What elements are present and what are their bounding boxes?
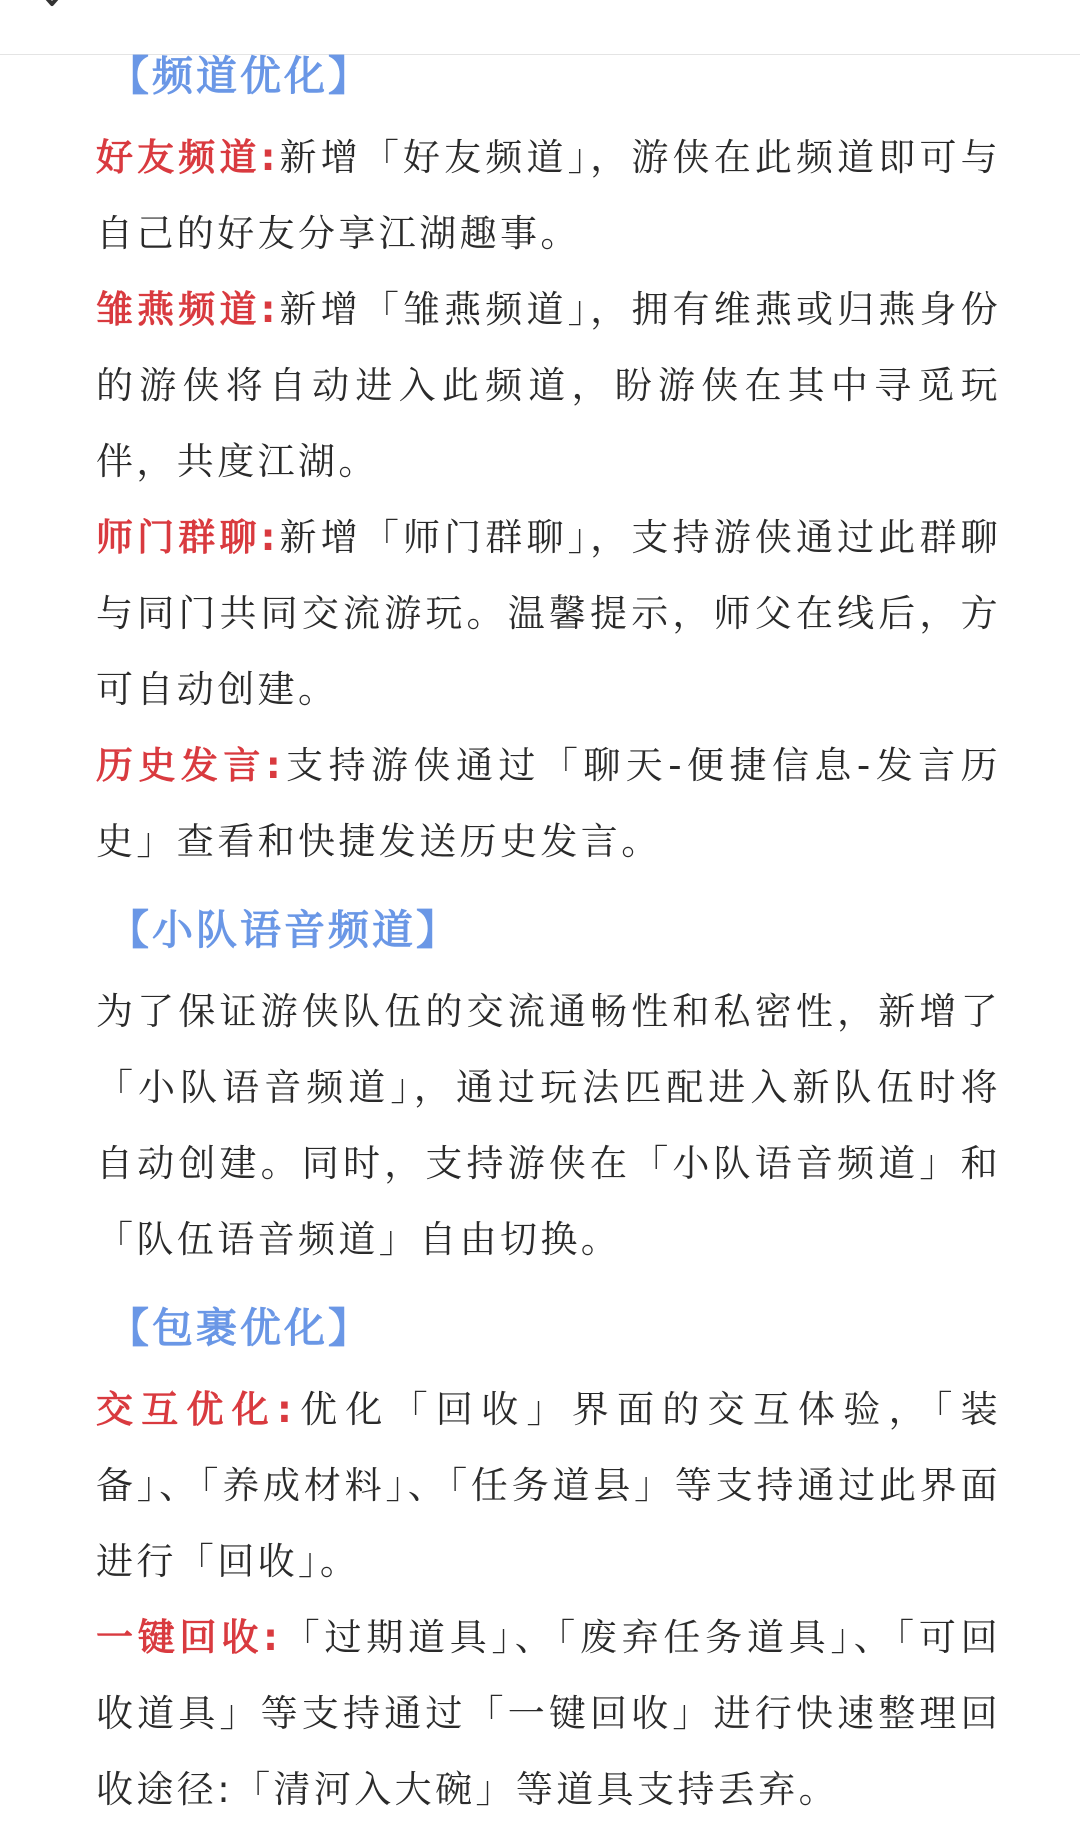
item-text: 新增「师门群聊」，支持游侠通过此群聊与同门共同交流游玩。温馨提示，师父在线后，方可自动创建。 [96, 516, 1001, 711]
section-heading-team-voice: 【小队语音频道】 [108, 906, 460, 954]
section-heading-channel: 【频道优化】 [108, 52, 372, 100]
team-voice-body: 为了保证游侠队伍的交流通畅性和私密性，新增了「小队语音频道」，通过玩法匹配进入新队伍时将自动创建。同时，支持游侠在「小队语音频道」和「队伍语音频道」自由切换。 [96, 990, 1001, 1261]
channel-item-newbie [96, 272, 1001, 500]
close-icon[interactable] [30, 0, 78, 26]
item-text: 「过期道具」、「废弃任务道具」、「可回收道具」等支持通过「一键回收」进行快速整理回收途径:「清河入大碗」等道具支持丢弃。 [96, 1616, 1001, 1811]
item-text: 优化「回收」界面的交互体验，「装备」、「养成材料」、「任务道县」等支持通过此界面进行「回收」。 [96, 1388, 1002, 1583]
item-label: 历史发言: [96, 744, 285, 787]
channel-item-school-chat [96, 500, 1001, 728]
section-heading-bag: 【包裹优化】 [108, 1304, 372, 1352]
channel-item-history [96, 728, 1001, 880]
bag-item-interaction [96, 1372, 1001, 1600]
item-text: 新增「好友频道」，游侠在此频道即可与自己的好友分享江湖趣事。 [96, 136, 1001, 255]
item-text: 新增「雏燕频道」，拥有维燕或归燕身份的游侠将自动进入此频道，盼游侠在其中寻觅玩伴，共度江湖。 [96, 288, 1001, 483]
item-text: 支持游侠通过「聊天-便捷信息-发言历史」查看和快捷发送历史发言。 [96, 744, 1002, 863]
channel-item-friends [96, 120, 1001, 272]
item-label: 好友频道: [96, 136, 279, 179]
item-label: 师门群聊: [96, 516, 279, 559]
article-content [96, 46, 1001, 1828]
bag-item-one-click-recycle [96, 1600, 1001, 1828]
item-label: 一键回收: [96, 1616, 282, 1659]
close-button[interactable] [30, 0, 78, 26]
item-label: 雏燕频道: [96, 288, 279, 331]
item-label: 交互优化: [96, 1388, 296, 1431]
